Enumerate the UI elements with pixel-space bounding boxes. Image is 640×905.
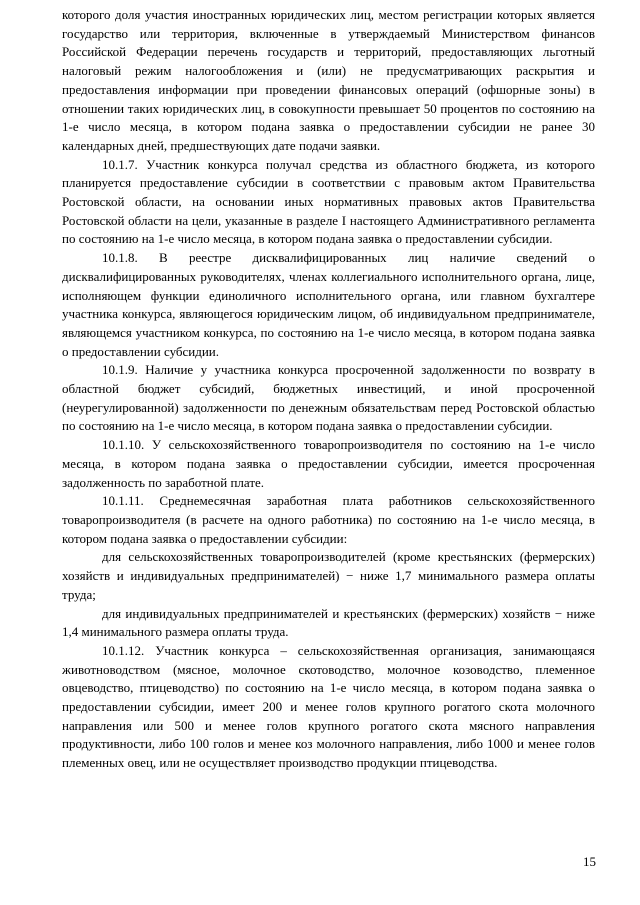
document-page [62, 6, 595, 773]
paragraph-10-1-11: 10.1.11. Среднемесячная заработная плата работников сельскохозяйственного товаропроизводителя (в расчете на одного работника) по состоянию на 1-е число месяца, в котором подана заявка о предоставлении субсидии: [62, 493, 595, 546]
paragraph-continuation: которого доля участия иностранных юридических лиц, местом регистрации которых является государство или территория, включенные в утверждаемый Министерством финансов Российской Федерации перечень государств и территорий, предоставляющих льготный налоговый режим налогообложения и (или) не предусматривающих раскрытия и предоставления информации при проведении финансовых операций (офшорные зоны) в отношении таких юридических лиц, в совокупности превышает 50 процентов по состоянию на 1-е число месяца, в котором подана заявка о предоставлении субсидии не ранее 30 календарных дней, предшествующих дате подачи заявки. [62, 7, 595, 153]
paragraph-wage-agricultural-producers: для сельскохозяйственных товаропроизводителей (кроме крестьянских (фермерских) хозяйств и индивидуальных предпринимателей) − ниже 1,7 минимального размера оплаты труда; [62, 549, 595, 602]
paragraph-10-1-12: 10.1.12. Участник конкурса – сельскохозяйственная организация, занимающаяся животноводством (мясное, молочное скотоводство, молочное козоводство, племенное овцеводство, птицеводство) по состоянию на 1-е число месяца, в котором подана заявка о предоставлении субсидии, имеет 200 и менее голов крупного рогатого скота молочного направления или 500 и менее голов крупного рогатого скота мясного направления продуктивности, либо 100 голов и менее коз молочного направления, либо 1000 и менее голов племенных овец, или не осуществляет производство продукции птицеводства. [62, 642, 595, 771]
paragraph-10-1-9: 10.1.9. Наличие у участника конкурса просроченной задолженности по возврату в областной бюджет субсидий, бюджетных инвестиций, и иной просроченной (неурегулированной) задолженности по денежным обязательствам перед Ростовской областью по состоянию на 1-е число месяца, в котором подана заявка о предоставлении субсидии. [62, 362, 595, 434]
paragraph-10-1-10: 10.1.10. У сельскохозяйственного товаропроизводителя по состоянию на 1-е число месяца, в котором подана заявка о предоставлении субсидии, имеется просроченная задолженность по заработной плате. [62, 437, 595, 490]
paragraph-10-1-7: 10.1.7. Участник конкурса получал средства из областного бюджета, из которого планируется предоставление субсидии в соответствии с правовым актом Правительства Ростовской области, на основании иных нормативных правовых актов Правительства Ростовской области на цели, указанные в разделе I настоящего Административного регламента по состоянию на 1-е число месяца, в котором подана заявка о предоставлении субсидии. [62, 156, 595, 247]
paragraph-10-1-8: 10.1.8. В реестре дисквалифицированных лиц наличие сведений о дисквалифицированных руководителях, членах коллегиального исполнительного органа, лице, исполняющем функции единоличного исполнительного органа, или главном бухгалтере участника конкурса, являющегося юридическим лицом, об индивидуальном предпринимателе, являющемся участником конкурса, по состоянию на 1-е число месяца, в котором подана заявка о предоставлении субсидии. [62, 250, 595, 359]
page-number: 15 [583, 854, 596, 869]
paragraph-wage-entrepreneurs: для индивидуальных предпринимателей и крестьянских (фермерских) хозяйств − ниже 1,4 минимального размера оплаты труда. [62, 605, 595, 640]
